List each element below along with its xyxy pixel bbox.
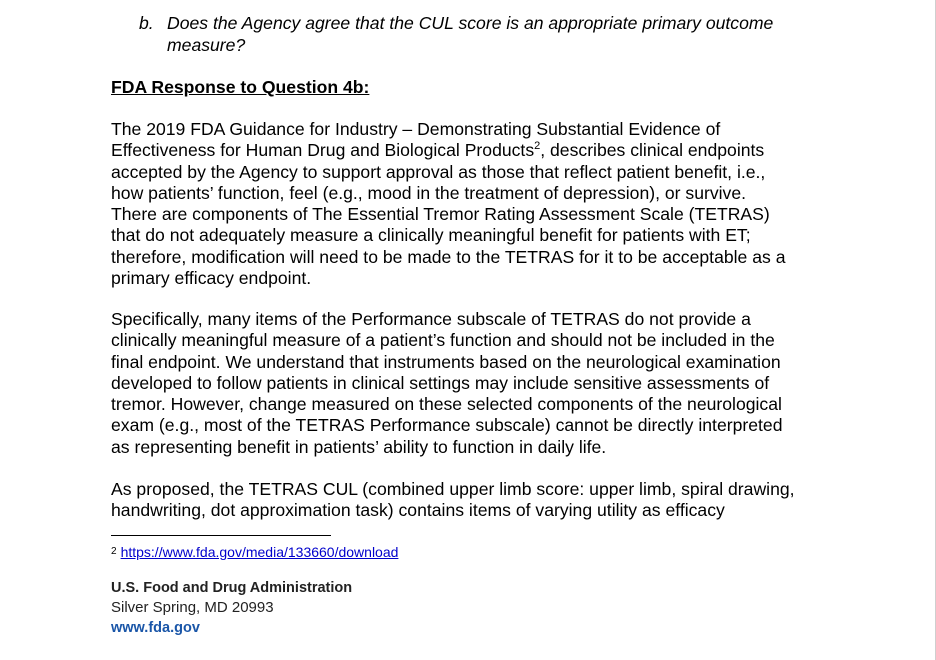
footnote	[111, 543, 398, 561]
text-line: developed to follow patients in clinical settings may include sensitive assessments of	[111, 372, 770, 393]
text-line: As proposed, the TETRAS CUL (combined upper limb score: upper limb, spiral drawing,	[111, 479, 795, 499]
footnote-divider	[111, 535, 331, 536]
question-text: Does the Agency agree that the CUL score is an appropriate primary outcome measure?	[167, 13, 774, 55]
text-fragment: , describes clinical endpoints	[540, 140, 765, 161]
paragraph-cul-proposal	[111, 479, 841, 522]
text-fragment: Effectiveness for Human Drug and Biological Products	[111, 140, 535, 161]
text-line: therefore, modification will need to be made to the TETRAS for it to be acceptable as a	[111, 246, 786, 267]
question-letter: b.	[139, 13, 154, 33]
text-line-with-footnote	[111, 140, 841, 161]
text-line: There are components of The Essential Tremor Rating Assessment Scale (TETRAS)	[111, 204, 770, 225]
paragraph-performance-subscale	[111, 309, 841, 458]
text-line: Specifically, many items of the Performance subscale of TETRAS do not provide a	[111, 309, 751, 329]
footer-website-link[interactable]: www.fda.gov	[111, 620, 200, 636]
text-line: that do not adequately measure a clinically meaningful benefit for patients with ET;	[111, 225, 751, 246]
text-line: as representing benefit in patients’ ability to function in daily life.	[111, 436, 607, 457]
text-line: clinically meaningful measure of a patient’s function and should not be included in the	[111, 330, 775, 351]
text-line: accepted by the Agency to support approval as those that reflect patient benefit, i.e.,	[111, 161, 766, 182]
text-line: how patients’ function, feel (e.g., mood in the treatment of depression), or survive.	[111, 182, 747, 203]
text-line: tremor. However, change measured on these selected components of the neurological	[111, 394, 782, 415]
text-line: The 2019 FDA Guidance for Industry – Demonstrating Substantial Evidence of	[111, 119, 721, 139]
response-heading: FDA Response to Question 4b:	[111, 77, 370, 97]
question-4b	[139, 13, 839, 56]
text-line: handwriting, dot approximation task) contains items of varying utility as efficacy	[111, 500, 725, 521]
footer-organization: U.S. Food and Drug Administration	[111, 580, 353, 596]
footnote-link[interactable]: https://www.fda.gov/media/133660/download	[120, 544, 399, 560]
text-line: primary efficacy endpoint.	[111, 268, 312, 289]
text-line: final endpoint. We understand that instruments based on the neurological examination	[111, 351, 781, 372]
paragraph-guidance	[111, 119, 841, 289]
footnote-reference[interactable]: 2	[534, 140, 541, 153]
footer-address: Silver Spring, MD 20993	[111, 599, 274, 616]
text-line: exam (e.g., most of the TETRAS Performance subscale) cannot be directly interpreted	[111, 415, 783, 436]
footnote-mark: 2	[111, 546, 117, 557]
